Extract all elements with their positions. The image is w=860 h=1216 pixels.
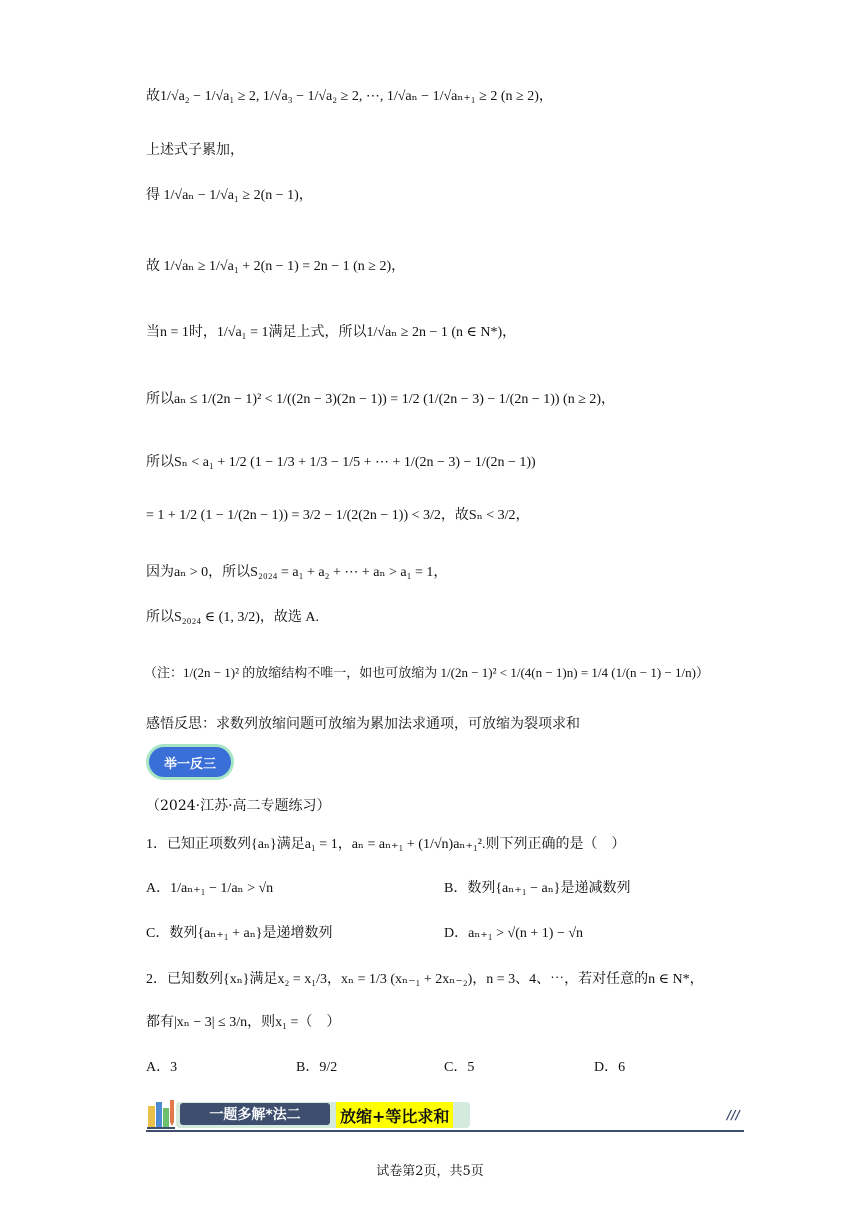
source-line: （2024·江苏·高二专题练习） bbox=[146, 798, 331, 814]
q1-stem: 1．已知正项数列{aₙ}满足a₁ = 1，aₙ = aₙ₊₁ + (1/√n)aₙ₊₁².则下列正确的是（ ） bbox=[146, 837, 626, 852]
method-highlight: 放缩+等比求和 bbox=[336, 1102, 453, 1128]
banner-rule bbox=[146, 1130, 744, 1132]
q1-option-c: C．数列{aₙ₊₁ + aₙ}是递增数列 bbox=[146, 926, 333, 941]
q2-stem-cont: 都有|xₙ − 3| ≤ 3/n，则x₁ =（ ） bbox=[146, 1015, 341, 1030]
q1-option-d: D．aₙ₊₁ > √(n + 1) − √n bbox=[444, 926, 584, 941]
method-label: 一题多解*法二 bbox=[180, 1103, 330, 1125]
banner-mark: /// bbox=[726, 1108, 740, 1122]
q2-option-c: C．5 bbox=[444, 1060, 475, 1075]
line-9: 因为aₙ > 0，所以S₂₀₂₄ = a₁ + a₂ + ⋯ + aₙ > a₁ = 1， bbox=[146, 565, 448, 580]
line-6: 所以aₙ ≤ 1/(2n − 1)² < 1/((2n − 3)(2n − 1)) = 1/2 (1/(2n − 3) − 1/(2n − 1)) (n ≥ 2)， bbox=[146, 392, 616, 407]
q2-stem: 2．已知数列{xₙ}满足x₂ = x₁/3，xₙ = 1/3 (xₙ₋₁ + 2xₙ₋₂)，n = 3、4、⋯，若对任意的n ∈ N*， bbox=[146, 972, 704, 987]
q1-option-b: B．数列{aₙ₊₁ − aₙ}是递减数列 bbox=[444, 881, 631, 896]
note-line: （注：1/(2n − 1)² 的放缩结构不唯一，如也可放缩为 1/(2n − 1)² < 1/(4(n − 1)n) = 1/4 (1/(n − 1) − 1/n)） bbox=[144, 665, 709, 680]
method-banner bbox=[146, 1094, 744, 1134]
q1-option-a: A．1/aₙ₊₁ − 1/aₙ > √n bbox=[146, 881, 274, 896]
reflection-line: 感悟反思：求数列放缩问题可放缩为累加法求通项，可放缩为裂项求和 bbox=[146, 716, 580, 732]
line-1: 故1/√a₂ − 1/√a₁ ≥ 2, 1/√a₃ − 1/√a₂ ≥ 2, ⋯, 1/√aₙ − 1/√aₙ₊₁ ≥ 2 (n ≥ 2)， bbox=[146, 89, 553, 104]
page-footer: 试卷第2页，共5页 bbox=[376, 1164, 484, 1179]
line-4: 故 1/√aₙ ≥ 1/√a₁ + 2(n − 1) = 2n − 1 (n ≥ 2)， bbox=[146, 259, 406, 274]
line-8: = 1 + 1/2 (1 − 1/(2n − 1)) = 3/2 − 1/(2(2n − 1)) < 3/2，故Sₙ < 3/2， bbox=[146, 508, 530, 523]
line-10: 所以S₂₀₂₄ ∈ (1, 3/2)，故选 A. bbox=[146, 610, 319, 625]
q2-option-b: B．9/2 bbox=[296, 1060, 338, 1075]
books-pencil-icon bbox=[146, 1096, 176, 1130]
line-5: 当n = 1时，1/√a₁ = 1满足上式，所以1/√aₙ ≥ 2n − 1 (n ∈ N*)， bbox=[146, 325, 517, 340]
q2-option-a: A．3 bbox=[146, 1060, 178, 1075]
q2-option-d: D．6 bbox=[594, 1060, 626, 1075]
line-3: 得 1/√aₙ − 1/√a₁ ≥ 2(n − 1)， bbox=[146, 188, 313, 203]
line-2: 上述式子累加， bbox=[146, 142, 244, 158]
practice-badge: 举一反三 bbox=[146, 744, 234, 780]
line-7: 所以Sₙ < a₁ + 1/2 (1 − 1/3 + 1/3 − 1/5 + ⋯ + 1/(2n − 3) − 1/(2n − 1)) bbox=[146, 455, 536, 470]
